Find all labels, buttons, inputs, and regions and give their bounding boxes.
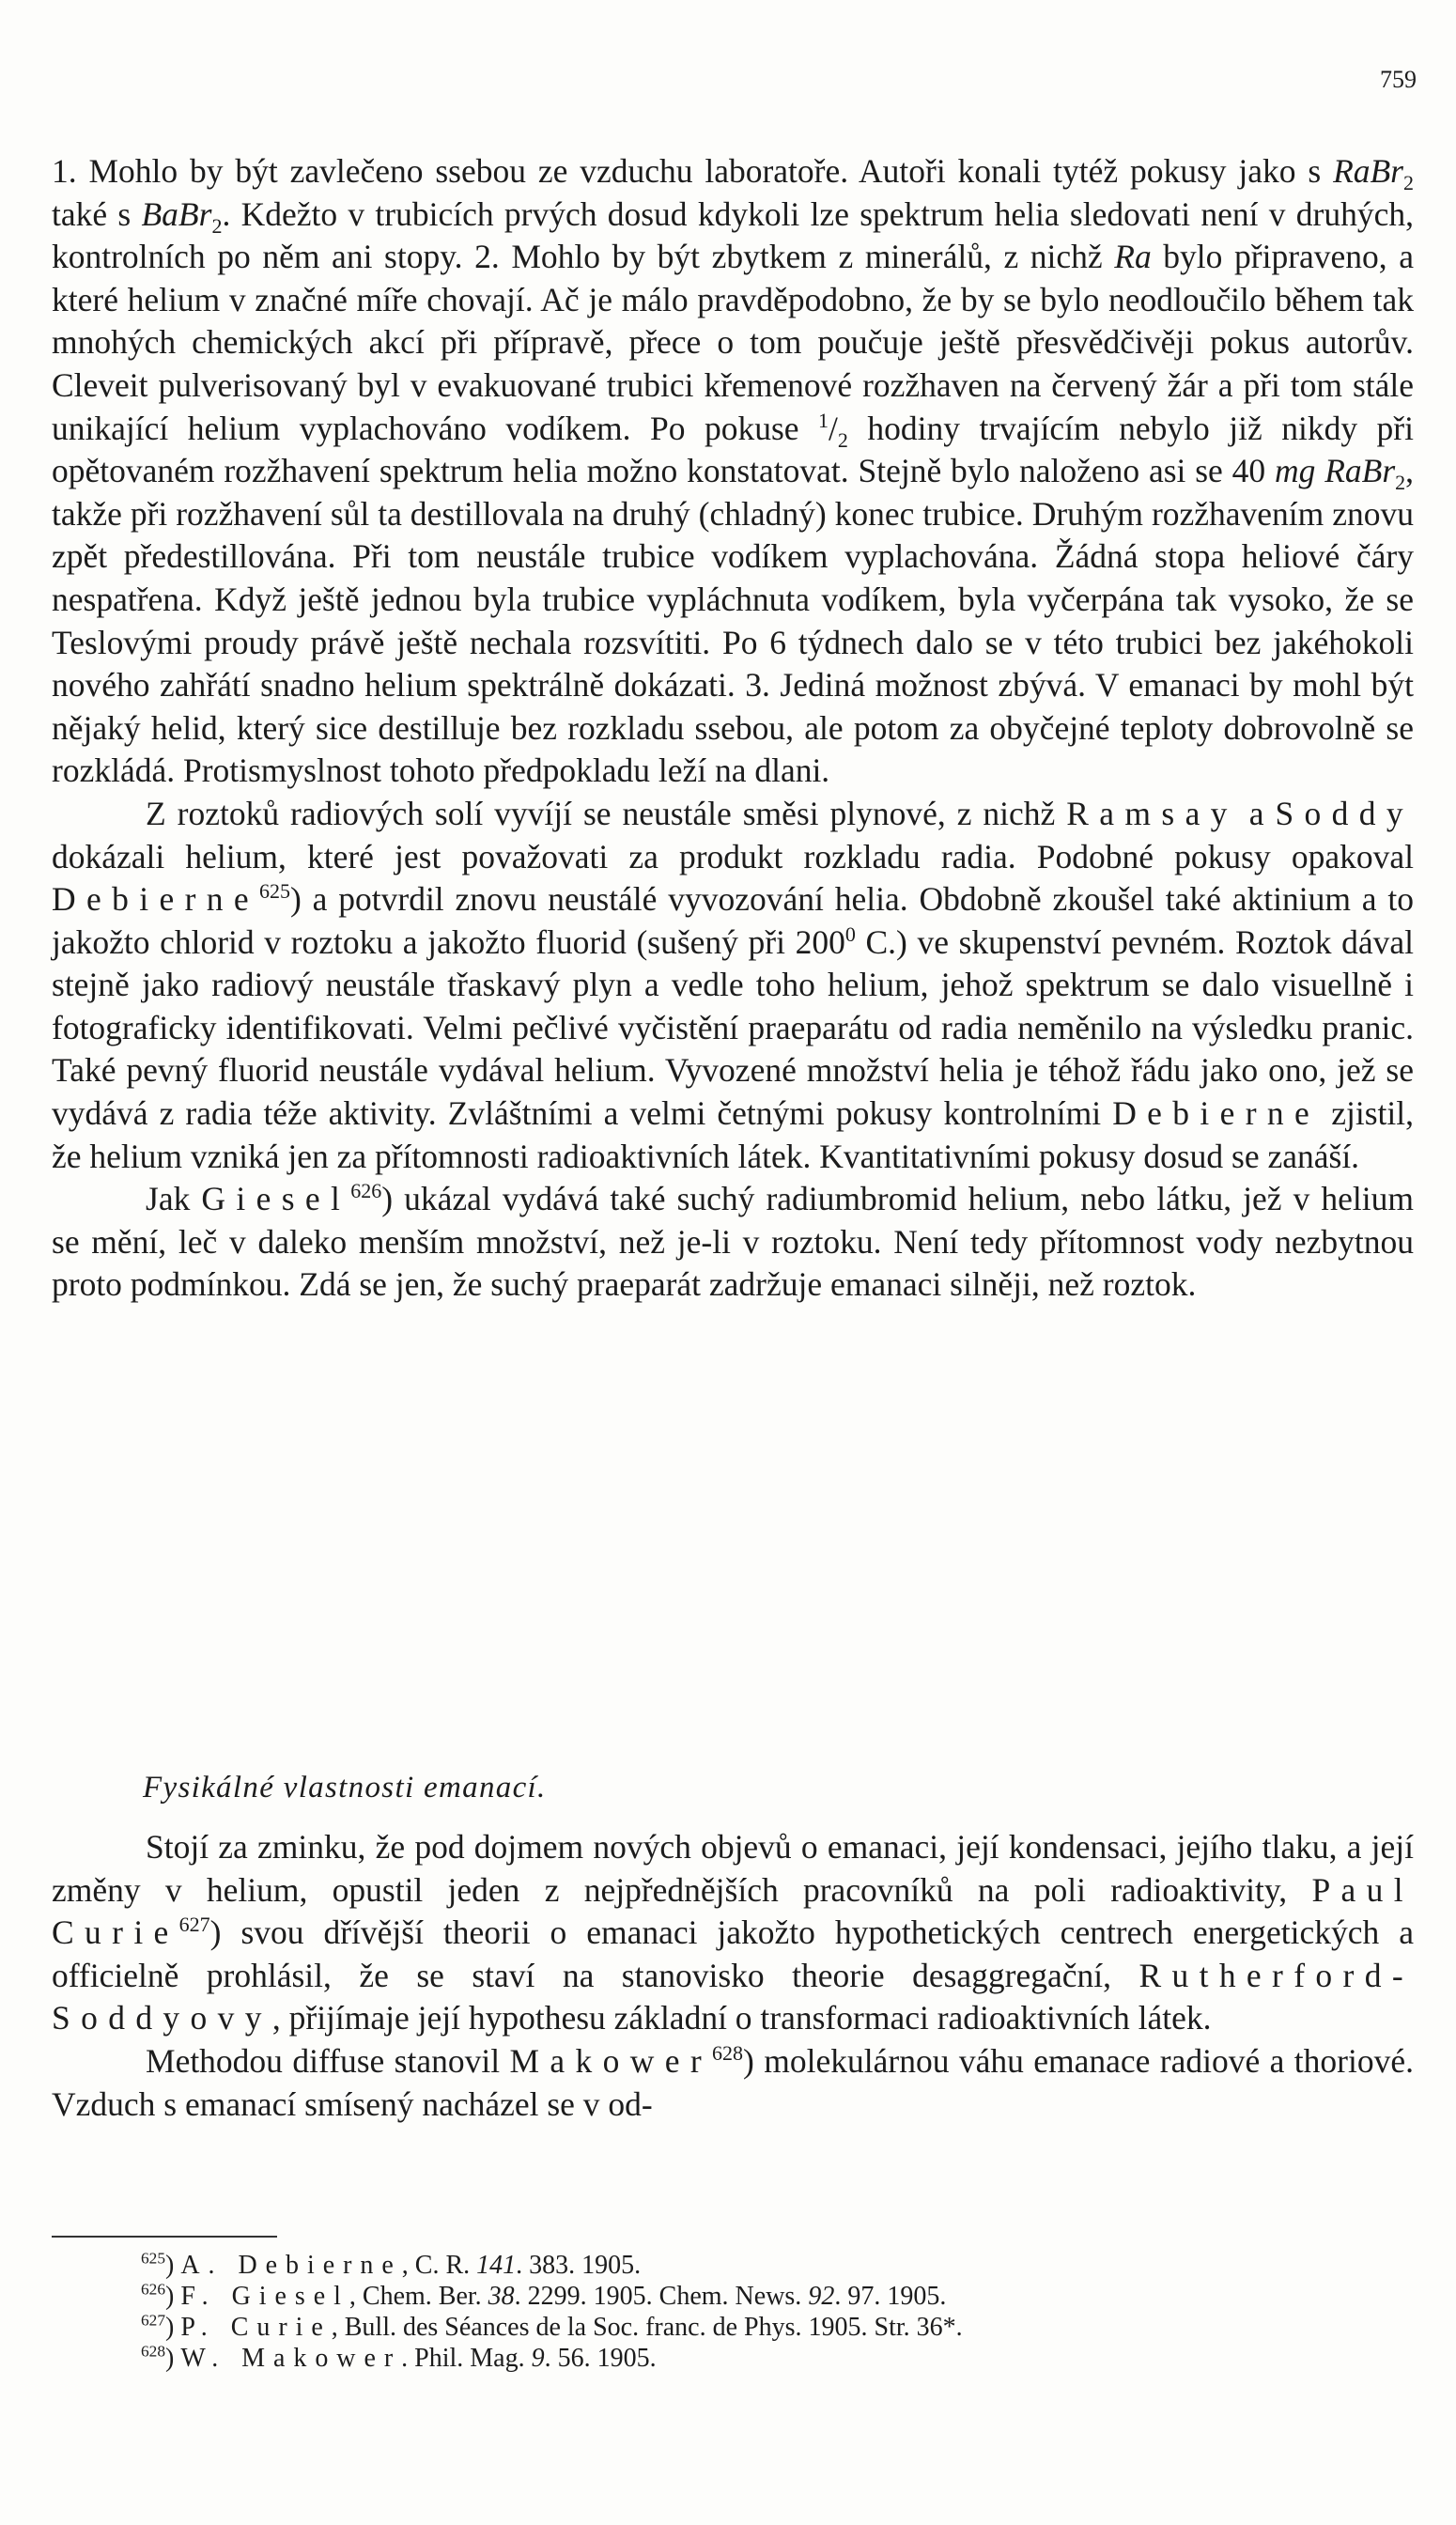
- footnote-625: $^{625}$) A. Debierne, C. R. 141. 383. 1905.: [141, 2249, 642, 2280]
- paragraph-1: 1. Mohlo by být zavlečeno ssebou ze vzduchu laboratoře. Autoři konali tytéž pokusy jako s RaBr$_2$ také s BaBr$_2$. Kdežto v trubicích prvých dosud kdykoli lze spektrum helia sledovati není v druhých, kontrolních po něm ani stopy. 2. Mohlo by být zbytkem z minerálů, z nichž Ra bylo připraveno, a které helium v značné míře chovají. Ač je málo pravděpodobno, že by se bylo neodloučilo během tak mnohých chemických akcí při přípravě, přece o tom poučuje ještě přesvědčivěji pokus autorův. Cleveit pulverisovaný byl v evakuované trubici křemenové rozžhaven na červený žár a při tom stále unikající helium vyplachováno vodíkem. Po pokuse $^1/_2$ hodiny trvajícím nebylo již nikdy při opětovaném rozžhavení spektrum helia možno konstatovat. Stejně bylo naloženo asi se 40 mg RaBr$_2$, takže při rozžhavení sůl ta destillovala na druhý (chladný) konec trubice. Druhým rozžhavením znovu zpět předestillována. Při tom neustále trubice vodíkem vyplachována. Žádná stopa heliové čáry nespatřena. Když ještě jednou byla trubice vypláchnuta vodíkem, byla vyčerpána tak vysoko, že se Teslovými proudy právě ještě nechala rozsvítiti. Po 6 týdnech dalo se v této trubici bez jakéhokoli nového zahřátí snadno helium spektrálně dokázati. 3. Jediná možnost zbývá. V emanaci by mohl být nějaký helid, který sice destilluje bez rozkladu ssebou, ale potom za obyčejné teploty dobrovolně se rozkládá. Protismyslnost tohoto předpokladu leží na dlani.: [52, 152, 1415, 790]
- body-text: [52, 150, 1414, 1307]
- section-heading: Fysikálné vlastnosti emanací.: [143, 1771, 547, 1805]
- footnote-divider: [52, 2236, 277, 2238]
- footnote-628: $^{628}$) W. Makower. Phil. Mag. 9. 56. 1905.: [141, 2342, 657, 2373]
- page-number: 759: [1380, 66, 1417, 93]
- section-text: [52, 1826, 1414, 2126]
- paragraph-3: Jak Giesel$^{626}$) ukázal vydává také suchý radiumbromid helium, nebo látku, jež v helium se mění, leč v daleko menším množství, než je-li v roztoku. Není tedy přítomnost vody nezbytnou proto podmínkou. Zdá se jen, že suchý praeparát zadržuje emanaci silněji, než roztok.: [52, 1179, 1414, 1304]
- footnotes: [141, 2250, 1362, 2374]
- paragraph-2: Z roztoků radiových solí vyvíjí se neustále směsi plynové, z nichž Ramsay a Soddy dokázali helium, které jest považovati za produkt rozkladu radia. Podobné pokusy opakoval Debierne$^{625}$) a potvrdil znovu neustálé vyvozování helia. Obdobně zkoušel také aktinium a to jakožto chlorid v roztoku a jakožto fluorid (sušený při $200^0$ C.) ve skupenství pevném. Roztok dával stejně jako radiový neustále třaskavý plyn a vedle toho helium, jehož spektrum se dalo visuellně i fotograficky identifikovati. Velmi pečlivé vyčistění praeparátu od radia neměnilo na výsledku pranic. Také pevný fluorid neustále vydával helium. Vyvozené množství helia je téhož řádu jako ono, jež se vydává z radia téže aktivity. Zvláštními a velmi četnými pokusy kontrolními Debierne zjistil, že helium vzniká jen za přítomnosti radioaktivních látek. Kvantitativními pokusy dosud se zanáší.: [52, 794, 1415, 1175]
- paragraph-4: Stojí za zminku, že pod dojmem nových objevů o emanaci, její kondensaci, jejího tlaku, a její změny v helium, opustil jeden z nejpřednějších pracovníků na poli radioaktivity, Paul Curie$^{627}$) svou dřívější theorii o emanaci jakožto hypothetických centrech energetických a officielně prohlásil, že se staví na stanovisko theorie desaggregační, Rutherford-Soddyovy, přijímaje její hypothesu základní o transformaci radioaktivních látek.: [52, 1828, 1414, 2037]
- footnote-627: $^{627}$) P. Curie, Bull. des Séances de la Soc. franc. de Phys. 1905. Str. 36*.: [141, 2311, 963, 2342]
- paragraph-5: Methodou diffuse stanovil Makower$^{628}$) molekulárnou váhu emanace radiové a thoriové. Vzduch s emanací smísený nacházel se v od-: [52, 2041, 1414, 2123]
- footnote-626: $^{626}$) F. Giesel, Chem. Ber. 38. 2299. 1905. Chem. News. 92. 97. 1905.: [141, 2280, 947, 2311]
